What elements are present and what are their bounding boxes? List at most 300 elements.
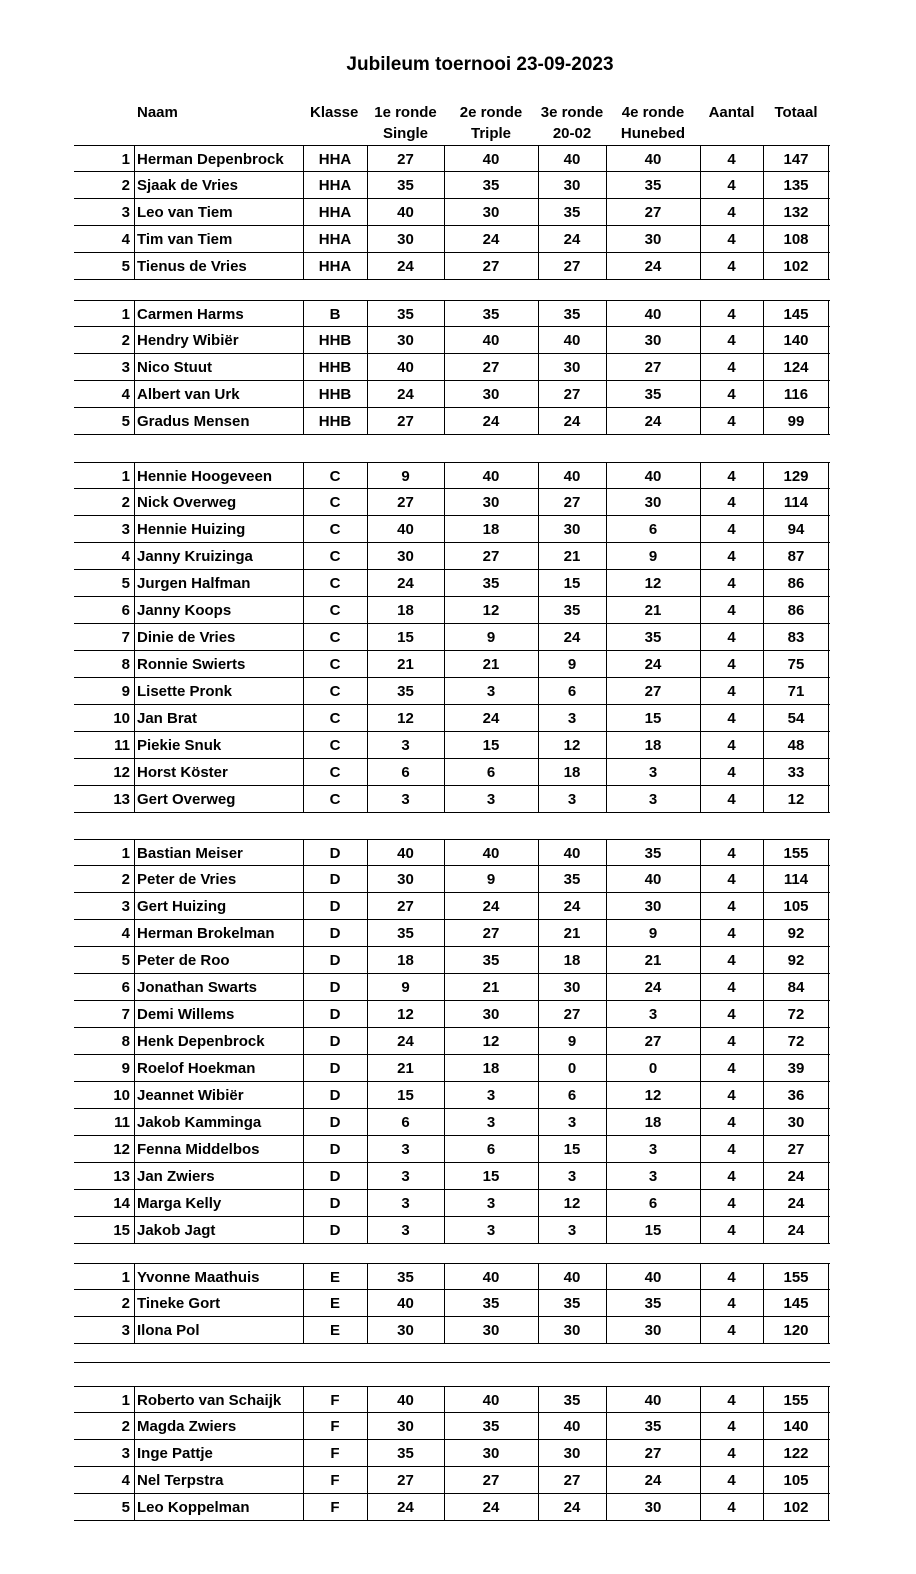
klasse-cell: D — [329, 898, 341, 915]
column-divider — [828, 1217, 829, 1243]
column-divider — [538, 840, 539, 865]
column-divider — [303, 489, 304, 515]
column-divider — [538, 1467, 539, 1493]
column-divider — [444, 172, 445, 198]
column-divider — [444, 381, 445, 407]
column-divider — [303, 732, 304, 758]
ronde-2-cell: 9 — [486, 871, 496, 888]
totaal-cell: 54 — [787, 710, 805, 727]
aantal-cell: 4 — [727, 1445, 736, 1462]
column-divider — [367, 1082, 368, 1108]
totaal-cell: 39 — [787, 1060, 805, 1077]
aantal-cell: 4 — [727, 306, 736, 323]
column-divider — [444, 1001, 445, 1027]
ronde-4-cell: 27 — [644, 1445, 662, 1462]
column-divider — [606, 1082, 607, 1108]
column-divider — [134, 678, 135, 704]
column-divider — [538, 381, 539, 407]
name-cell: Herman Brokelman — [137, 925, 275, 942]
ronde-2-cell: 12 — [482, 602, 500, 619]
ronde-1-cell: 9 — [401, 979, 410, 996]
column-divider — [134, 489, 135, 515]
column-divider — [700, 327, 701, 353]
aantal-cell: 4 — [727, 521, 736, 538]
column-divider — [606, 1163, 607, 1189]
column-divider — [134, 1028, 135, 1054]
column-divider — [134, 1163, 135, 1189]
column-divider — [444, 705, 445, 731]
column-divider — [538, 1028, 539, 1054]
column-divider — [606, 705, 607, 731]
name-cell: Carmen Harms — [137, 306, 244, 323]
ronde-4-cell: 30 — [644, 898, 662, 915]
column-divider — [828, 199, 829, 225]
column-divider — [828, 301, 829, 326]
column-divider — [763, 866, 764, 892]
column-divider — [828, 381, 829, 407]
column-divider — [444, 408, 445, 434]
column-divider — [444, 1317, 445, 1343]
rank-cell: 4 — [121, 1472, 130, 1489]
column-divider — [828, 759, 829, 785]
klasse-cell: F — [330, 1418, 340, 1435]
column-divider — [700, 759, 701, 785]
totaal-cell: 36 — [787, 1087, 805, 1104]
column-divider — [303, 1387, 304, 1412]
ronde-2-cell: 9 — [486, 629, 496, 646]
column-divider — [700, 226, 701, 252]
column-divider — [367, 1290, 368, 1316]
ronde-3-cell: 40 — [563, 845, 581, 862]
klasse-cell: D — [329, 1222, 341, 1239]
ronde-1-cell: 6 — [401, 764, 410, 781]
column-divider — [828, 1028, 829, 1054]
rank-cell: 1 — [121, 468, 130, 485]
column-divider — [828, 1055, 829, 1081]
name-cell: Tienus de Vries — [137, 258, 247, 275]
ronde-2-cell: 24 — [482, 898, 500, 915]
column-divider — [538, 920, 539, 946]
ronde-4-cell: 3 — [648, 764, 658, 781]
column-divider — [538, 1001, 539, 1027]
column-divider — [367, 678, 368, 704]
aantal-cell: 4 — [727, 1392, 736, 1409]
ronde-4-cell: 27 — [644, 204, 662, 221]
column-divider — [606, 253, 607, 279]
column-divider — [700, 1413, 701, 1439]
ronde-3-cell: 0 — [567, 1060, 577, 1077]
ronde-2-cell: 15 — [482, 737, 500, 754]
column-divider — [828, 1190, 829, 1216]
ronde-2-cell: 35 — [482, 1295, 500, 1312]
ronde-3-cell: 24 — [563, 1499, 581, 1516]
ronde-2-cell: 40 — [482, 332, 500, 349]
ronde-3-cell: 40 — [563, 1418, 581, 1435]
column-divider — [367, 1264, 368, 1289]
klasse-cell: D — [329, 1033, 341, 1050]
column-divider — [538, 678, 539, 704]
rank-cell: 13 — [113, 1168, 130, 1185]
column-divider — [134, 597, 135, 623]
column-divider — [763, 1413, 764, 1439]
ronde-3-cell: 18 — [563, 952, 581, 969]
totaal-cell: 92 — [787, 925, 805, 942]
ronde-1-cell: 21 — [397, 1060, 414, 1077]
column-divider — [828, 1163, 829, 1189]
table-row — [74, 1163, 830, 1190]
ronde-4-cell: 30 — [644, 1322, 662, 1339]
name-cell: Inge Pattje — [137, 1445, 213, 1462]
column-divider — [367, 786, 368, 812]
ronde-3-cell: 27 — [563, 1472, 581, 1489]
table-row — [74, 199, 830, 226]
column-divider — [700, 543, 701, 569]
column-divider — [700, 570, 701, 596]
column-divider — [303, 1440, 304, 1466]
klasse-cell: C — [329, 494, 341, 511]
column-divider — [828, 1001, 829, 1027]
ronde-2-cell: 3 — [486, 1195, 496, 1212]
table-row — [74, 705, 830, 732]
ronde-1-cell: 27 — [397, 1472, 414, 1489]
ronde-1-cell: 27 — [397, 898, 414, 915]
name-cell: Hennie Hoogeveen — [137, 468, 273, 485]
aantal-cell: 4 — [727, 468, 736, 485]
aantal-cell: 4 — [727, 656, 736, 673]
aantal-cell: 4 — [727, 683, 736, 700]
column-divider — [444, 866, 445, 892]
column-divider — [700, 1467, 701, 1493]
name-cell: Jan Brat — [137, 710, 198, 727]
column-divider — [367, 1467, 368, 1493]
klasse-cell: C — [329, 683, 341, 700]
klasse-cell: HHB — [318, 413, 352, 430]
totaal-cell: 30 — [787, 1114, 805, 1131]
ronde-2-cell: 35 — [482, 177, 500, 194]
column-divider — [367, 1387, 368, 1412]
column-divider — [606, 866, 607, 892]
name-cell: Leo Koppelman — [137, 1499, 250, 1516]
ronde-3-cell: 9 — [567, 1033, 577, 1050]
column-divider — [538, 543, 539, 569]
ronde-2-cell: 6 — [486, 1141, 496, 1158]
column-divider — [367, 893, 368, 919]
header-ronde-1-line1: 1e ronde — [374, 104, 437, 121]
column-divider — [303, 516, 304, 542]
ronde-3-cell: 40 — [563, 332, 581, 349]
column-divider — [828, 678, 829, 704]
ronde-1-cell: 30 — [397, 871, 414, 888]
column-divider — [606, 1264, 607, 1289]
column-divider — [303, 253, 304, 279]
column-divider — [303, 1467, 304, 1493]
header-naam: Naam — [137, 104, 178, 121]
column-divider — [303, 651, 304, 677]
aantal-cell: 4 — [727, 386, 736, 403]
column-divider — [134, 146, 135, 171]
name-cell: Tim van Tiem — [137, 231, 233, 248]
column-divider — [606, 1217, 607, 1243]
totaal-cell: 72 — [787, 1006, 805, 1023]
rank-cell: 2 — [121, 494, 130, 511]
aantal-cell: 4 — [727, 737, 736, 754]
column-divider — [303, 570, 304, 596]
column-divider — [134, 1264, 135, 1289]
totaal-cell: 33 — [787, 764, 805, 781]
column-divider — [763, 327, 764, 353]
totaal-cell: 135 — [783, 177, 809, 194]
rank-cell: 13 — [113, 791, 130, 808]
column-divider — [700, 840, 701, 865]
aantal-cell: 4 — [727, 602, 736, 619]
ronde-2-cell: 3 — [486, 791, 496, 808]
column-divider — [828, 1494, 829, 1520]
column-divider — [828, 570, 829, 596]
ronde-1-cell: 35 — [397, 306, 414, 323]
rank-cell: 12 — [113, 1141, 130, 1158]
column-divider — [367, 1494, 368, 1520]
klasse-cell: E — [329, 1322, 340, 1339]
column-divider — [606, 893, 607, 919]
column-divider — [134, 570, 135, 596]
ronde-2-cell: 12 — [482, 1033, 500, 1050]
name-cell: Herman Depenbrock — [137, 151, 284, 168]
column-divider — [303, 893, 304, 919]
column-divider — [367, 624, 368, 650]
klasse-cell: E — [329, 1295, 340, 1312]
column-divider — [303, 1082, 304, 1108]
column-divider — [367, 146, 368, 171]
table-row — [74, 489, 830, 516]
totaal-cell: 94 — [787, 521, 805, 538]
column-divider — [606, 1028, 607, 1054]
rank-cell: 12 — [113, 764, 130, 781]
column-divider — [303, 172, 304, 198]
ronde-4-cell: 27 — [644, 1033, 662, 1050]
klasse-cell: D — [329, 1141, 341, 1158]
results-group — [74, 462, 830, 813]
aantal-cell: 4 — [727, 845, 736, 862]
rank-cell: 5 — [121, 952, 130, 969]
rank-cell: 2 — [121, 1418, 130, 1435]
column-divider — [134, 1136, 135, 1162]
ronde-4-cell: 30 — [644, 494, 662, 511]
totaal-cell: 122 — [783, 1445, 809, 1462]
klasse-cell: D — [329, 952, 341, 969]
table-row — [74, 354, 830, 381]
header-ronde-1-line2: Single — [382, 125, 428, 142]
aantal-cell: 4 — [727, 151, 736, 168]
ronde-2-cell: 18 — [482, 1060, 500, 1077]
ronde-2-cell: 3 — [486, 683, 496, 700]
rank-cell: 3 — [121, 521, 130, 538]
column-divider — [444, 570, 445, 596]
table-row — [74, 408, 830, 435]
table-row — [74, 759, 830, 786]
column-divider — [606, 381, 607, 407]
name-cell: Gradus Mensen — [137, 413, 250, 430]
ronde-4-cell: 12 — [644, 1087, 662, 1104]
ronde-3-cell: 3 — [567, 1114, 577, 1131]
aantal-cell: 4 — [727, 898, 736, 915]
aantal-cell: 4 — [727, 204, 736, 221]
table-row — [74, 1190, 830, 1217]
column-divider — [444, 199, 445, 225]
ronde-1-cell: 40 — [397, 359, 414, 376]
column-divider — [700, 253, 701, 279]
ronde-3-cell: 40 — [563, 1269, 581, 1286]
column-divider — [303, 381, 304, 407]
rank-cell: 5 — [121, 258, 130, 275]
results-group — [74, 1263, 830, 1344]
column-divider — [367, 920, 368, 946]
column-divider — [303, 301, 304, 326]
column-divider — [828, 172, 829, 198]
column-divider — [538, 1217, 539, 1243]
column-divider — [763, 1494, 764, 1520]
ronde-1-cell: 12 — [397, 1006, 414, 1023]
rank-cell: 7 — [121, 1006, 130, 1023]
column-divider — [828, 516, 829, 542]
totaal-cell: 71 — [787, 683, 805, 700]
column-divider — [303, 624, 304, 650]
ronde-3-cell: 6 — [567, 1087, 577, 1104]
ronde-3-cell: 3 — [567, 1222, 577, 1239]
ronde-4-cell: 40 — [644, 151, 662, 168]
aantal-cell: 4 — [727, 1222, 736, 1239]
name-cell: Yvonne Maathuis — [137, 1269, 260, 1286]
ronde-1-cell: 35 — [397, 1269, 414, 1286]
ronde-4-cell: 18 — [644, 737, 662, 754]
totaal-cell: 48 — [787, 737, 805, 754]
name-cell: Sjaak de Vries — [137, 177, 238, 194]
ronde-3-cell: 40 — [563, 468, 581, 485]
name-cell: Hennie Huizing — [137, 521, 246, 538]
rank-cell: 1 — [121, 1392, 130, 1409]
aantal-cell: 4 — [727, 359, 736, 376]
column-divider — [303, 1413, 304, 1439]
ronde-3-cell: 24 — [563, 629, 581, 646]
totaal-cell: 155 — [783, 1269, 809, 1286]
column-divider — [606, 516, 607, 542]
rank-cell: 1 — [121, 151, 130, 168]
totaal-cell: 24 — [787, 1168, 805, 1185]
table-row — [74, 786, 830, 813]
name-cell: Jonathan Swarts — [137, 979, 258, 996]
column-divider — [444, 146, 445, 171]
totaal-cell: 132 — [783, 204, 809, 221]
ronde-3-cell: 35 — [563, 871, 581, 888]
column-divider — [763, 705, 764, 731]
column-divider — [700, 354, 701, 380]
column-divider — [444, 1109, 445, 1135]
column-divider — [828, 354, 829, 380]
totaal-cell: 84 — [787, 979, 805, 996]
column-divider — [828, 840, 829, 865]
column-divider — [700, 408, 701, 434]
column-divider — [134, 947, 135, 973]
ronde-1-cell: 3 — [401, 1168, 410, 1185]
column-divider — [134, 1317, 135, 1343]
column-divider — [763, 543, 764, 569]
table-row — [74, 1440, 830, 1467]
name-cell: Peter de Roo — [137, 952, 230, 969]
column-divider — [134, 893, 135, 919]
column-divider — [303, 1109, 304, 1135]
column-divider — [538, 1082, 539, 1108]
table-row — [74, 1413, 830, 1440]
column-divider — [367, 543, 368, 569]
column-divider — [134, 732, 135, 758]
rank-cell: 2 — [121, 177, 130, 194]
ronde-4-cell: 40 — [644, 1392, 662, 1409]
page-title: Jubileum toernooi 23-09-2023 — [346, 54, 614, 75]
column-divider — [367, 651, 368, 677]
column-divider — [538, 974, 539, 1000]
ronde-1-cell: 18 — [397, 952, 414, 969]
column-divider — [367, 732, 368, 758]
column-divider — [367, 1136, 368, 1162]
column-divider — [367, 840, 368, 865]
column-divider — [367, 1217, 368, 1243]
column-divider — [828, 1387, 829, 1412]
column-divider — [303, 678, 304, 704]
table-row — [74, 678, 830, 705]
table-row — [74, 1028, 830, 1055]
column-divider — [606, 301, 607, 326]
column-divider — [134, 1494, 135, 1520]
header-ronde-4-line2: Hunebed — [620, 125, 686, 142]
column-divider — [828, 408, 829, 434]
column-divider — [444, 301, 445, 326]
column-divider — [828, 866, 829, 892]
column-divider — [763, 651, 764, 677]
column-divider — [538, 624, 539, 650]
ronde-1-cell: 35 — [397, 1445, 414, 1462]
column-divider — [444, 354, 445, 380]
klasse-cell: HHB — [318, 332, 352, 349]
ronde-3-cell: 27 — [563, 1006, 581, 1023]
column-divider — [700, 651, 701, 677]
column-divider — [303, 1163, 304, 1189]
name-cell: Jakob Jagt — [137, 1222, 216, 1239]
table-row — [74, 543, 830, 570]
name-cell: Janny Koops — [137, 602, 232, 619]
column-divider — [367, 327, 368, 353]
table-row — [74, 381, 830, 408]
column-divider — [700, 1136, 701, 1162]
aantal-cell: 4 — [727, 231, 736, 248]
column-divider — [828, 146, 829, 171]
column-divider — [538, 1163, 539, 1189]
column-divider — [606, 651, 607, 677]
ronde-1-cell: 30 — [397, 332, 414, 349]
header-klasse: Klasse — [310, 104, 359, 121]
column-divider — [828, 226, 829, 252]
column-divider — [700, 1217, 701, 1243]
aantal-cell: 4 — [727, 1006, 736, 1023]
totaal-cell: 12 — [787, 791, 805, 808]
column-divider — [538, 226, 539, 252]
table-row — [74, 145, 830, 172]
column-divider — [367, 1413, 368, 1439]
column-divider — [444, 327, 445, 353]
column-divider — [134, 226, 135, 252]
column-divider — [134, 1055, 135, 1081]
klasse-cell: C — [329, 521, 341, 538]
table-row — [74, 597, 830, 624]
ronde-2-cell: 27 — [482, 258, 500, 275]
